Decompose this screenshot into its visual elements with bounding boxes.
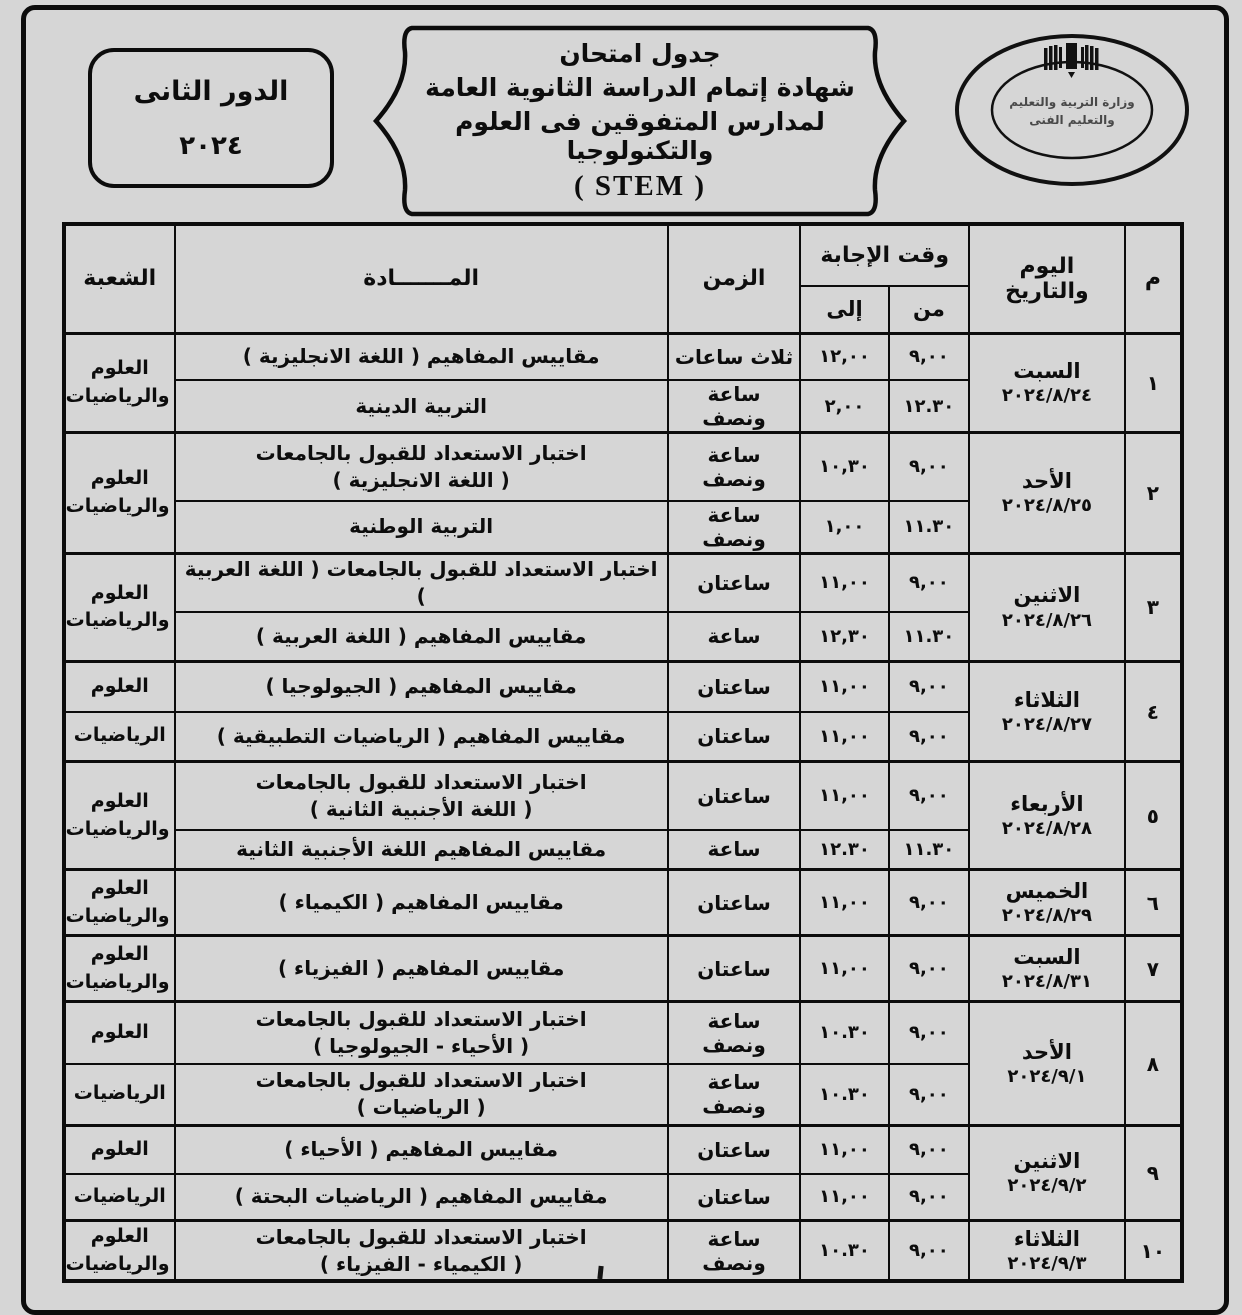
subject: اختبار الاستعداد للقبول بالجامعات ( اللغة العربية ) — [175, 553, 668, 612]
subject: مقاييس المفاهيم ( الفيزياء ) — [175, 936, 668, 1002]
subject — [175, 1221, 668, 1282]
table-row — [64, 936, 1182, 1002]
row-number: ٢ — [1125, 433, 1182, 554]
time-to: ١١,٠٠ — [800, 936, 888, 1002]
table-row — [64, 333, 1182, 380]
time-to: ١١,٠٠ — [800, 762, 888, 830]
time-to: ١٢,٣٠ — [800, 612, 888, 662]
subject: مقاييس المفاهيم ( الجيولوجيا ) — [175, 662, 668, 712]
day-name: السبت — [1013, 944, 1081, 969]
duration: ساعتان — [668, 1174, 801, 1221]
day-date-cell — [969, 762, 1125, 870]
duration: ساعة ونصف — [668, 433, 801, 501]
row-number: ٩ — [1125, 1126, 1182, 1221]
duration: ساعة — [668, 612, 801, 662]
row-number: ٨ — [1125, 1002, 1182, 1126]
day-name: الخميس — [1005, 878, 1089, 903]
subject — [175, 433, 668, 501]
subject: مقاييس المفاهيم ( اللغة العربية ) — [175, 612, 668, 662]
time-to: ١٠,٣٠ — [800, 433, 888, 501]
day-date-cell — [969, 333, 1125, 433]
subject-line-2: ( الأحياء - الجيولوجيا ) — [313, 1033, 530, 1058]
table-row — [64, 433, 1182, 501]
day-date-cell — [969, 553, 1125, 662]
time-to: ١١,٠٠ — [800, 870, 888, 936]
title-line-1: جدول امتحان — [559, 39, 721, 68]
section: العلوم والرياضيات — [64, 433, 175, 554]
day-date: ٢٠٢٤/٩/١ — [1007, 1065, 1087, 1087]
day-date: ٢٠٢٤/٨/٣١ — [1001, 970, 1092, 992]
section: العلوم — [64, 662, 175, 712]
time-from: ١١.٣٠ — [889, 501, 969, 554]
time-to: ١٠.٣٠ — [800, 1002, 888, 1064]
time-to: ١١,٠٠ — [800, 662, 888, 712]
table-row — [64, 762, 1182, 830]
duration: ساعتان — [668, 936, 801, 1002]
time-from: ٩,٠٠ — [889, 1174, 969, 1221]
title-line-2: شهادة إتمام الدراسة الثانوية العامة — [425, 73, 855, 102]
subject-line-1: اختبار الاستعداد للقبول بالجامعات — [255, 1224, 587, 1249]
header-section: الشعبة — [64, 224, 175, 333]
section: الرياضيات — [64, 1174, 175, 1221]
day-name: السبت — [1013, 358, 1081, 383]
time-from: ٩,٠٠ — [889, 870, 969, 936]
day-date: ٢٠٢٤/٩/٢ — [1007, 1175, 1087, 1197]
day-name: الأحد — [1021, 468, 1072, 493]
duration: ساعة ونصف — [668, 1221, 801, 1282]
header-day-date: اليوم والتاريخ — [969, 224, 1125, 333]
subject-line-1: اختبار الاستعداد للقبول بالجامعات — [255, 1068, 587, 1093]
svg-text:MINISTRY OF EDUCATION AND TECH — [948, 28, 954, 31]
ministry-stamp — [948, 28, 1196, 192]
duration: ساعة ونصف — [668, 501, 801, 554]
day-date-cell — [969, 1002, 1125, 1126]
section: العلوم والرياضيات — [64, 870, 175, 936]
time-from: ٩,٠٠ — [889, 936, 969, 1002]
day-name: الثلاثاء — [1013, 687, 1080, 712]
subject-line-1: اختبار الاستعداد للقبول بالجامعات — [255, 440, 587, 465]
time-to: ١١,٠٠ — [800, 712, 888, 762]
subject-line-1: اختبار الاستعداد للقبول بالجامعات — [255, 1006, 587, 1031]
time-from: ٩,٠٠ — [889, 1002, 969, 1064]
header-row-1 — [64, 224, 1182, 286]
subject-line-2: ( الكيمياء - الفيزياء ) — [319, 1251, 523, 1276]
ministry-stamp-icon — [948, 28, 1196, 192]
day-date: ٢٠٢٤/٨/٢٨ — [1001, 817, 1092, 839]
time-from: ١١.٣٠ — [889, 612, 969, 662]
subject-line-1: اختبار الاستعداد للقبول بالجامعات — [255, 769, 587, 794]
time-to: ١١,٠٠ — [800, 1126, 888, 1174]
subject-line-2: ( الرياضيات ) — [356, 1095, 486, 1120]
time-from: ٩,٠٠ — [889, 433, 969, 501]
time-to: ١٠.٣٠ — [800, 1064, 888, 1126]
section: العلوم — [64, 1002, 175, 1064]
time-from: ٩,٠٠ — [889, 1221, 969, 1282]
subject-line-2: ( اللغة الانجليزية ) — [332, 467, 510, 492]
round-title: الدور الثانى — [133, 76, 289, 107]
time-to: ١٢.٣٠ — [800, 830, 888, 870]
header-duration: الزمن — [668, 224, 801, 333]
row-number: ٧ — [1125, 936, 1182, 1002]
time-to: ١١,٠٠ — [800, 553, 888, 612]
day-date: ٢٠٢٤/٨/٢٧ — [1001, 713, 1092, 735]
time-from: ١٢.٣٠ — [889, 380, 969, 433]
subject: مقاييس المفاهيم ( الرياضيات البحتة ) — [175, 1174, 668, 1221]
header-to: إلى — [800, 286, 888, 333]
time-from: ٩,٠٠ — [889, 1064, 969, 1126]
row-number: ٦ — [1125, 870, 1182, 936]
exam-schedule-table — [62, 222, 1184, 1283]
table-row — [64, 1221, 1182, 1282]
duration: ساعتان — [668, 870, 801, 936]
day-date: ٢٠٢٤/٩/٣ — [1007, 1252, 1087, 1274]
row-number: ١ — [1125, 333, 1182, 433]
time-from: ٩,٠٠ — [889, 762, 969, 830]
row-number: ٥ — [1125, 762, 1182, 870]
row-number: ٤ — [1125, 662, 1182, 762]
time-from: ١١.٣٠ — [889, 830, 969, 870]
subject — [175, 762, 668, 830]
day-date: ٢٠٢٤/٨/٢٦ — [1001, 609, 1092, 631]
section: العلوم والرياضيات — [64, 762, 175, 870]
header-from: من — [889, 286, 969, 333]
title-plaque — [370, 22, 910, 220]
eagle-icon — [1044, 43, 1099, 78]
day-date: ٢٠٢٤/٨/٢٥ — [1001, 495, 1092, 517]
subject: مقاييس المفاهيم ( الأحياء ) — [175, 1126, 668, 1174]
duration: ساعة — [668, 830, 801, 870]
subject-line-2: ( اللغة الأجنبية الثانية ) — [309, 796, 533, 821]
table-row — [64, 1002, 1182, 1064]
day-date-cell — [969, 433, 1125, 554]
day-name: الأحد — [1021, 1039, 1072, 1064]
time-from: ٩,٠٠ — [889, 662, 969, 712]
table-row — [64, 1126, 1182, 1174]
day-name: الثلاثاء — [1013, 1226, 1080, 1251]
duration: ثلاث ساعات — [668, 333, 801, 380]
header-num: م — [1125, 224, 1182, 333]
duration: ساعتان — [668, 712, 801, 762]
table-row — [64, 553, 1182, 612]
section: العلوم — [64, 1126, 175, 1174]
exam-round-box — [88, 48, 334, 188]
title-line-stem: ( STEM ) — [574, 170, 706, 202]
section: العلوم والرياضيات — [64, 1221, 175, 1282]
section: العلوم والرياضيات — [64, 333, 175, 433]
duration: ساعتان — [668, 662, 801, 712]
row-number: ٣ — [1125, 553, 1182, 662]
duration: ساعتان — [668, 1126, 801, 1174]
day-date-cell — [969, 1126, 1125, 1221]
section: العلوم والرياضيات — [64, 553, 175, 662]
day-date-cell — [969, 662, 1125, 762]
stamp-ring-text — [948, 28, 954, 31]
stamp-center-text-2: والتعليم الفنى — [1029, 113, 1115, 127]
section: العلوم والرياضيات — [64, 936, 175, 1002]
header-subject: المـــــــادة — [175, 224, 668, 333]
time-from: ٩,٠٠ — [889, 712, 969, 762]
day-name: الاثنين — [1013, 583, 1081, 608]
time-from: ٩,٠٠ — [889, 553, 969, 612]
day-date-cell — [969, 936, 1125, 1002]
subject — [175, 1064, 668, 1126]
time-to: ٢,٠٠ — [800, 380, 888, 433]
round-year: ٢٠٢٤ — [179, 131, 243, 161]
title-line-3: لمدارس المتفوقين فى العلوم والتكنولوجيا — [455, 107, 825, 165]
day-name: الأربعاء — [1010, 791, 1084, 816]
subject: مقاييس المفاهيم اللغة الأجنبية الثانية — [175, 830, 668, 870]
day-name: الاثنين — [1013, 1149, 1081, 1174]
day-date: ٢٠٢٤/٨/٢٤ — [1001, 385, 1092, 407]
time-to: ١١,٠٠ — [800, 1174, 888, 1221]
time-to: ١٠.٣٠ — [800, 1221, 888, 1282]
table-row — [64, 870, 1182, 936]
subject: مقاييس المفاهيم ( الرياضيات التطبيقية ) — [175, 712, 668, 762]
duration: ساعة ونصف — [668, 380, 801, 433]
subject: التربية الوطنية — [175, 501, 668, 554]
time-from: ٩,٠٠ — [889, 333, 969, 380]
subject: مقاييس المفاهيم ( اللغة الانجليزية ) — [175, 333, 668, 380]
table-row — [64, 662, 1182, 712]
duration: ساعة ونصف — [668, 1064, 801, 1126]
row-number: ١٠ — [1125, 1221, 1182, 1282]
time-to: ١٢,٠٠ — [800, 333, 888, 380]
subject — [175, 1002, 668, 1064]
subject: التربية الدينية — [175, 380, 668, 433]
section: الرياضيات — [64, 712, 175, 762]
day-date-cell — [969, 1221, 1125, 1282]
duration: ساعة ونصف — [668, 1002, 801, 1064]
day-date-cell — [969, 870, 1125, 936]
section: الرياضيات — [64, 1064, 175, 1126]
day-date: ٢٠٢٤/٨/٢٩ — [1001, 904, 1092, 926]
header-answer-time: وقت الإجابة — [800, 224, 969, 286]
subject: مقاييس المفاهيم ( الكيمياء ) — [175, 870, 668, 936]
duration: ساعتان — [668, 553, 801, 612]
time-from: ٩,٠٠ — [889, 1126, 969, 1174]
duration: ساعتان — [668, 762, 801, 830]
time-to: ١,٠٠ — [800, 501, 888, 554]
stamp-center-text-1: وزارة التربية والتعليم — [1009, 95, 1135, 109]
